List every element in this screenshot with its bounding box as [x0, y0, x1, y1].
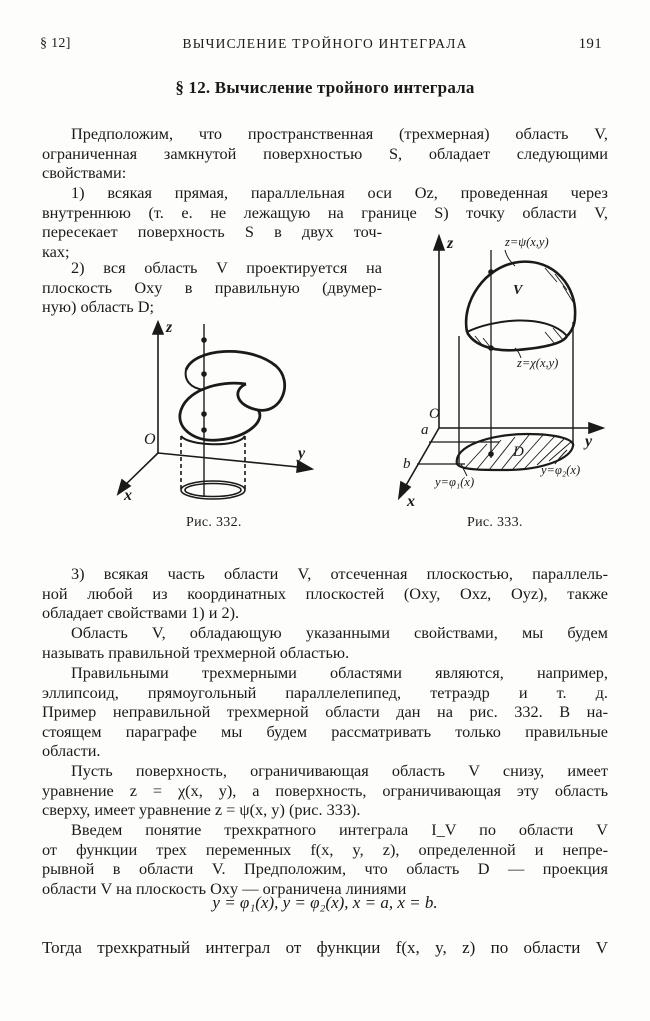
figure-333 — [395, 232, 615, 512]
text-line: 3) всякая часть области V, отсеченная плоскостью, параллель- — [71, 564, 608, 583]
intersection-point — [489, 270, 493, 274]
text-line: Предположим, что пространственная (трехмерная) область V, — [71, 124, 608, 143]
text-line: внутреннюю (т. е. не лежащую на границе S) точку области V, — [42, 202, 608, 222]
text-line: области. — [42, 741, 101, 761]
text-line: сверху, имеет уравнение z = ψ(x, y) (рис. 333). — [42, 800, 361, 820]
intersection-point — [202, 428, 206, 432]
origin-label: O — [429, 406, 440, 422]
surfaces-paragraph — [42, 761, 608, 820]
top-surface-psi — [466, 262, 575, 336]
intro-paragraph — [42, 124, 608, 183]
concept-paragraph — [42, 820, 608, 898]
text-line: Пусть поверхность, ограничивающая область V снизу, имеет — [71, 761, 608, 780]
text-line: области V на плоскость Oxy — ограничена линиями — [42, 878, 407, 898]
a-label: a — [421, 422, 429, 438]
page-number: 191 — [578, 36, 602, 52]
intersection-point — [489, 452, 493, 456]
property-3-paragraph — [42, 564, 608, 623]
examples-paragraph — [42, 663, 608, 761]
text-line: называть правильной трехмерной областью. — [42, 642, 350, 662]
bottom-surface-label: z=χ(x,y) — [517, 356, 559, 370]
header-section-ref: § 12] — [40, 36, 71, 51]
text-line: Правильными трехмерными областями являются, например, — [71, 663, 608, 682]
y-axis-arrow — [297, 461, 312, 472]
text-line: пересекает поверхность S в двух точ- — [42, 222, 382, 241]
figure-332 — [108, 318, 330, 510]
origin-label: O — [144, 431, 156, 448]
text-line: 1) всякая прямая, параллельная оси Oz, проведенная через — [71, 183, 608, 202]
base-inner-ellipse — [185, 484, 241, 497]
body-shading — [475, 268, 573, 348]
b-label: b — [403, 456, 411, 472]
text-line: ную) область D; — [42, 297, 154, 317]
closing-paragraph — [42, 938, 608, 958]
text-line: Тогда трехкратный интеграл от функции f(x, y, z) по области V — [42, 938, 608, 957]
z-axis-arrow — [434, 236, 444, 250]
rim-curve — [467, 320, 567, 336]
text-line: свойствами: — [42, 163, 127, 183]
z-label: z — [166, 319, 173, 336]
property-1-paragraph-narrow — [42, 222, 382, 261]
property-2-paragraph — [42, 258, 382, 317]
text-line: ках; — [42, 241, 70, 261]
text-line: плоскость Oxy в правильную (двумер- — [42, 277, 382, 297]
text-line: 2) вся область V проектируется на — [71, 258, 382, 277]
text-line: Область V, обладающую указанными свойствами, мы будем — [71, 623, 608, 642]
text-line: ограниченная замкнутой поверхностью S, обладает следующими — [42, 143, 608, 163]
intersection-point — [489, 346, 493, 350]
bottom-surface-chi — [467, 332, 567, 350]
intersection-point — [202, 372, 206, 376]
header-running-title: ВЫЧИСЛЕНИЕ ТРОЙНОГО ИНТЕГРАЛА — [182, 36, 468, 51]
intersection-point — [202, 412, 206, 416]
text-line: рывной в области V. Предположим, что область D — проекция — [42, 859, 608, 879]
z-label: z — [447, 235, 454, 252]
text-line: Пример неправильной трехмерной области дан на рис. 332. В на- — [42, 702, 608, 722]
intersection-point — [202, 338, 206, 342]
region-v-label: V — [513, 283, 523, 298]
spiral-upper-turn — [186, 351, 285, 410]
definition-paragraph — [42, 623, 608, 662]
text-line: ной любой из координатных плоскостей (Oxy, Oxz, Oyz), также — [42, 583, 608, 603]
x-label: x — [124, 487, 132, 504]
property-1-paragraph — [42, 183, 608, 222]
caption-fig-333: Рис. 333. — [467, 515, 523, 530]
text-line: стоящем параграфе мы будем рассматривать только правильные — [42, 721, 608, 741]
section-title: § 12. Вычисление тройного интеграла — [175, 78, 475, 97]
y-label: y — [585, 433, 593, 450]
text-line: эллипсоид, прямоугольный параллелепипед, тетраэдр и т. д. — [42, 682, 608, 702]
caption-fig-332: Рис. 332. — [186, 515, 242, 530]
z-axis-arrow — [153, 322, 163, 334]
y-axis-arrow — [589, 423, 603, 433]
region-d-label: D — [513, 444, 524, 460]
y-label: y — [298, 445, 306, 462]
spiral-back-edge — [186, 370, 204, 390]
phi2-label: y=φ₂(x) — [541, 463, 581, 477]
spiral-lower-turn — [180, 383, 260, 440]
boundary-formula: y = φ₁(x), y = φ₂(x), x = a, x = b. — [212, 893, 438, 912]
top-surface-label: z=ψ(x,y) — [505, 235, 549, 249]
text-line: Введем понятие трехкратного интеграла I_V по области V — [71, 820, 608, 839]
text-line: обладает свойствами 1) и 2). — [42, 603, 240, 623]
text-line: уравнение z = χ(x, y), а поверхность, ограничивающая эту область — [42, 780, 608, 800]
phi1-label: y=φ₁(x) — [435, 475, 475, 489]
text-line: от функции трех переменных f(x, y, z), определенной и непре- — [42, 839, 608, 859]
x-label: x — [407, 493, 415, 510]
